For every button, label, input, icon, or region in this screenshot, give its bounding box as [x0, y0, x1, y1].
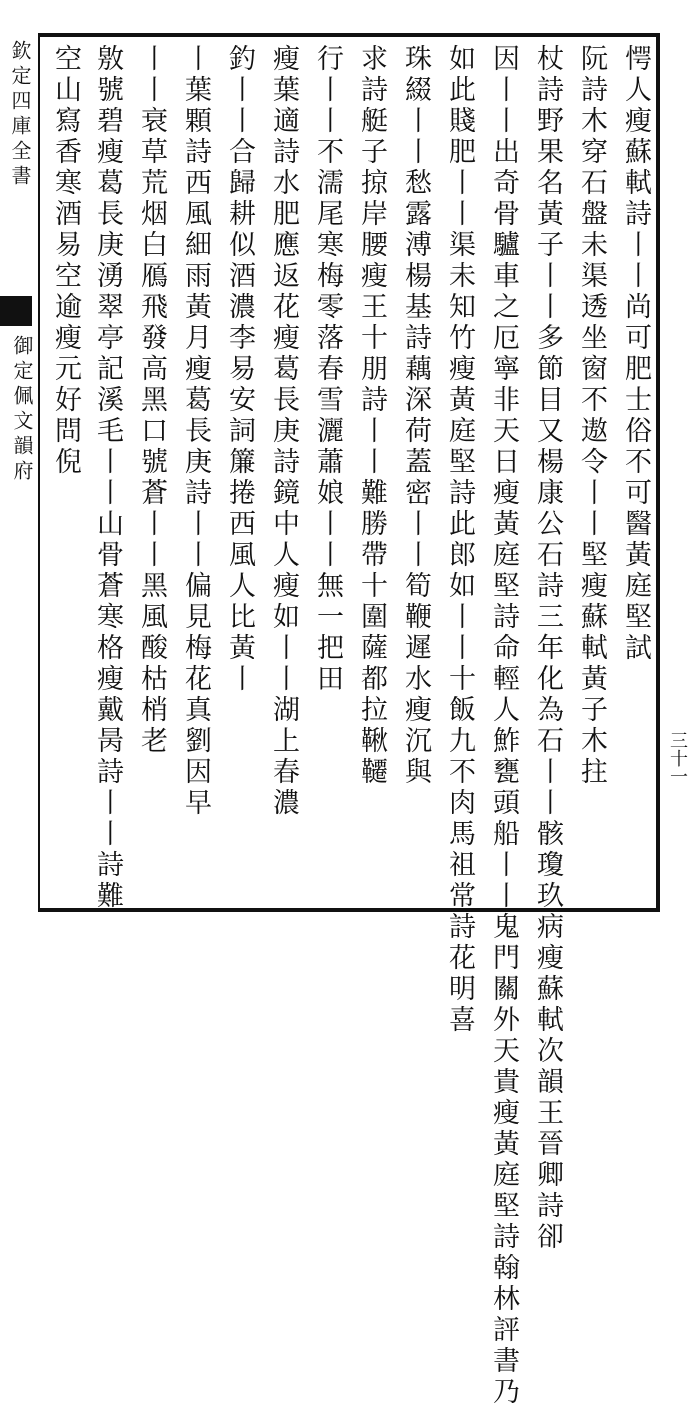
text-block: [38, 34, 660, 1408]
text-column-13: 敫號碧瘦葛長庚湧翠亭記溪毛丨丨山骨蒼寒格瘦戴昺詩丨丨詩難: [92, 44, 123, 912]
fishtail-block: [0, 296, 32, 326]
text-column-6: 珠綴丨丨愁露溥楊基詩藕深荷蓋密丨丨筍鞭遲水瘦沉與: [400, 44, 431, 788]
text-column-9: 瘦葉適詩水肥應返花瘦葛長庚詩鏡中人瘦如丨丨湖上春濃: [268, 44, 299, 819]
text-column-7: 求詩艇子掠岸腰瘦王十朋詩丨丨難勝帶十圍薩都拉鞦韆: [356, 44, 387, 788]
margin-book-title: 御定佩文韻府: [10, 335, 34, 485]
text-column-10: 釣丨丨合歸耕似酒濃李易安詞簾捲西風人比黃丨: [224, 44, 255, 695]
margin-top-title: 欽定四庫全書: [8, 40, 32, 190]
page-number: 三十一: [667, 731, 688, 785]
text-column-3: 杖詩野果名黃子丨丨多節目又楊康公石詩三年化為石丨丨骸瓊玖病瘦蘇軾次韻王晉卿詩卻: [532, 44, 563, 1253]
text-column-11: 丨葉顆詩西風細雨黃月瘦葛長庚詩丨丨偏見梅花真劉因早: [180, 44, 211, 819]
text-column-14: 空山寫香寒酒易空逾瘦元好問倪: [50, 44, 81, 478]
text-column-8: 行丨丨不濡尾寒梅零落春雪灑蕭娘丨丨無一把田: [312, 44, 343, 695]
text-column-2: 阮詩木穿石盤未渠透坐窗不遨令丨丨堅瘦蘇軾黃子木拄: [576, 44, 607, 788]
text-column-4: 因丨丨出奇骨驢車之厄寧非天日瘦黃庭堅詩命輕人鮓甕頭船丨丨鬼門關外天貴瘦黃庭堅詩翰林評書乃: [488, 44, 519, 1408]
text-column-1: 愕人瘦蘇軾詩丨丨尚可肥士俗不可醫黃庭堅試: [620, 44, 651, 664]
text-column-12: 丨丨衰草荒烟白鴈飛發高黑口號蒼丨丨黑風酸枯梢老: [136, 44, 167, 757]
text-column-5: 如此賤肥丨丨渠未知竹瘦黃庭堅詩此郎如丨丨十飯九不肉馬祖常詩花明喜: [444, 44, 475, 1036]
